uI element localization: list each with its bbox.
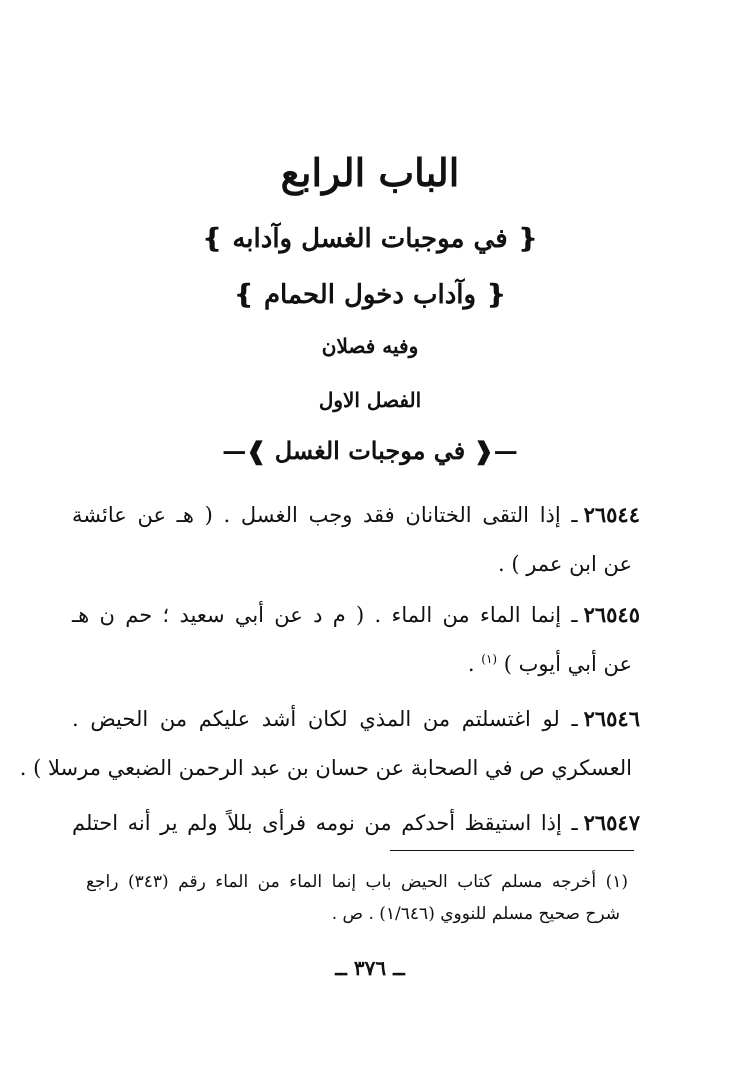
chapter-title: الباب الرابع bbox=[280, 150, 460, 195]
hadith-entry-line bbox=[72, 602, 640, 627]
subtitle-2-text: وآداب دخول الحمام bbox=[263, 280, 477, 310]
entry-text: عن أبي أيوب ) bbox=[503, 652, 632, 676]
chapter-subtitle-2 bbox=[0, 280, 740, 310]
entry-number: ٢٦٥٤٤ bbox=[583, 502, 640, 527]
entry-text: ـ إذا استيقظ أحدكم من نومه فرأى بللاً ولم ير أنه احتلم bbox=[72, 811, 578, 835]
subtitle-1-text: في موجبات الغسل وآدابه bbox=[232, 224, 508, 254]
ornament-left: ❵ bbox=[233, 280, 255, 310]
hadith-entry-line bbox=[72, 810, 640, 835]
section-title: الفصل الاول bbox=[318, 388, 422, 412]
ornament-right: ❴ bbox=[485, 280, 507, 310]
ornament-left: ❱— bbox=[222, 436, 267, 465]
ornament-right: ❴ bbox=[516, 224, 539, 254]
entry-text-end: . bbox=[467, 652, 475, 676]
entry-text: ـ إنما الماء من الماء . ( م د عن أبي سعيد ؛ حم ن هـ bbox=[72, 603, 578, 627]
footnote-divider bbox=[390, 850, 634, 851]
hadith-entry-line bbox=[72, 706, 640, 731]
sections-note: وفيه فصلان bbox=[321, 334, 419, 358]
ornament-left: ❵ bbox=[201, 224, 224, 254]
section-subtitle bbox=[0, 436, 740, 465]
footnote-line: (١) أخرجه مسلم كتاب الحيض باب إنما الماء من الماء رقم (٣٤٣) راجع bbox=[86, 872, 628, 892]
chapter-subtitle-1 bbox=[0, 224, 740, 254]
page-number: ــ ٣٧٦ ــ bbox=[335, 956, 405, 980]
section-subtitle-text: في موجبات الغسل bbox=[274, 436, 466, 465]
entry-number: ٢٦٥٤٥ bbox=[583, 602, 640, 627]
entry-text: ـ لو اغتسلتم من المذي لكان أشد عليكم من الحيض . bbox=[72, 707, 578, 731]
hadith-entry-line: عن ابن عمر ) . bbox=[497, 552, 632, 576]
entry-number: ٢٦٥٤٦ bbox=[583, 706, 640, 731]
footnote-ref: (١) bbox=[481, 652, 498, 666]
hadith-entry-line bbox=[72, 502, 640, 527]
entry-text: ـ إذا التقى الختانان فقد وجب الغسل . ( هـ عن عائشة bbox=[72, 503, 578, 527]
hadith-entry-line: العسكري ص في الصحابة عن حسان بن عبد الرحمن الضبعي مرسلا ) . bbox=[19, 756, 632, 780]
footnote-line: شرح صحيح مسلم للنووي (١/٦٤٦) . ص . bbox=[331, 904, 620, 924]
hadith-entry-line bbox=[72, 652, 632, 676]
entry-number: ٢٦٥٤٧ bbox=[583, 810, 640, 835]
ornament-right: —❰ bbox=[473, 436, 518, 465]
